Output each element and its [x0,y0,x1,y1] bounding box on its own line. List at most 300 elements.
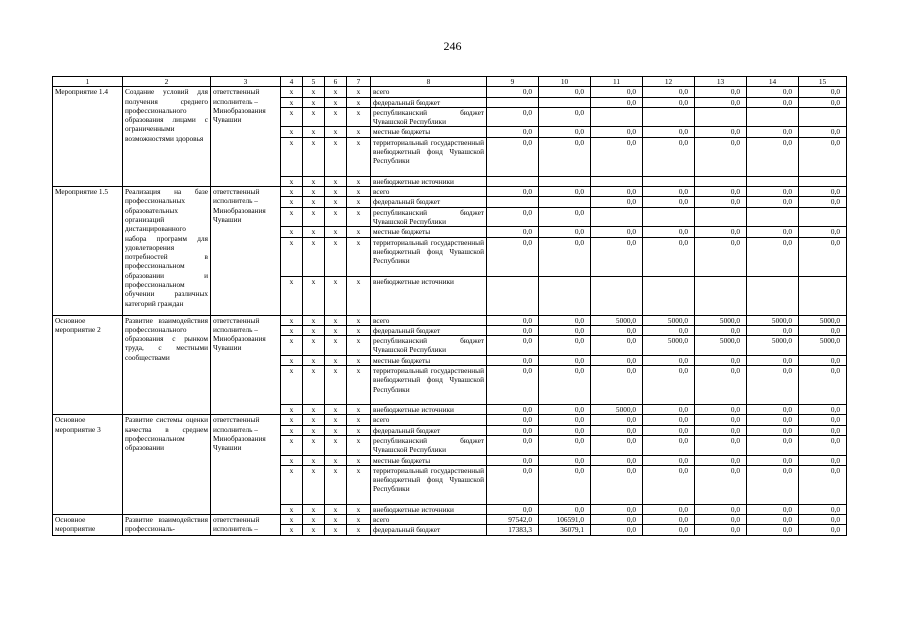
code-mark-cell: x [325,197,347,207]
code-mark-cell: x [347,176,371,186]
funding-source: внебюджетные источники [371,276,487,315]
measure-code: Основное мероприятие 2 [53,315,123,415]
value-cell-year-15: 0,0 [799,425,847,435]
code-mark-cell: x [303,127,325,137]
value-cell-year-13: 0,0 [695,465,747,504]
value-cell-year-14: 0,0 [747,187,799,197]
value-cell-year-13: 0,0 [695,405,747,415]
header-cell-4: 4 [281,77,303,87]
measure-code: Основное мероприятие 3 [53,415,123,515]
funding-source: территориальный государственный внебюджетный фонд Чувашской Республики [371,137,487,176]
value-cell-year-11: 0,0 [591,515,643,525]
code-mark-cell: x [303,227,325,237]
value-cell-year-14: 0,0 [747,97,799,107]
code-mark-cell: x [303,237,325,276]
funding-source: федеральный бюджет [371,97,487,107]
value-cell-year-9: 0,0 [487,435,539,455]
code-mark-cell: x [303,465,325,504]
code-mark-cell: x [281,227,303,237]
value-cell-year-10: 0,0 [539,425,591,435]
code-mark-cell: x [325,176,347,186]
value-cell-year-10: 0,0 [539,336,591,356]
value-cell-year-10: 0,0 [539,355,591,365]
table-row [53,315,847,325]
header-cell-11: 11 [591,77,643,87]
funding-source: всего [371,87,487,97]
value-cell-year-9: 0,0 [487,87,539,97]
value-cell-year-15 [799,176,847,186]
code-mark-cell: x [325,435,347,455]
code-mark-cell: x [347,107,371,127]
value-cell-year-15: 0,0 [799,366,847,405]
code-mark-cell: x [303,355,325,365]
value-cell-year-15: 0,0 [799,127,847,137]
value-cell-year-13: 0,0 [695,366,747,405]
value-cell-year-13: 5000,0 [695,315,747,325]
value-cell-year-10: 0,0 [539,504,591,514]
code-mark-cell: x [347,97,371,107]
measure-code: Мероприятие 1.4 [53,87,123,187]
value-cell-year-10: 0,0 [539,325,591,335]
code-mark-cell: x [347,355,371,365]
value-cell-year-12: 0,0 [643,227,695,237]
header-cell-15: 15 [799,77,847,87]
value-cell-year-12 [643,207,695,227]
measure-code: Мероприятие 1.5 [53,187,123,315]
funding-source: территориальный государственный внебюджетный фонд Чувашской Республики [371,465,487,504]
value-cell-year-13 [695,107,747,127]
value-cell-year-12: 0,0 [643,405,695,415]
value-cell-year-11: 0,0 [591,435,643,455]
value-cell-year-12: 0,0 [643,355,695,365]
code-mark-cell: x [347,315,371,325]
value-cell-year-9: 0,0 [487,127,539,137]
funding-source: внебюджетные источники [371,176,487,186]
header-cell-8: 8 [371,77,487,87]
value-cell-year-11: 0,0 [591,87,643,97]
code-mark-cell: x [281,207,303,227]
value-cell-year-13: 0,0 [695,187,747,197]
header-cell-9: 9 [487,77,539,87]
code-mark-cell: x [325,227,347,237]
value-cell-year-11: 0,0 [591,355,643,365]
value-cell-year-11: 0,0 [591,415,643,425]
value-cell-year-13: 5000,0 [695,336,747,356]
code-mark-cell: x [303,315,325,325]
code-mark-cell: x [303,107,325,127]
value-cell-year-15: 0,0 [799,97,847,107]
table-row [53,515,847,525]
value-cell-year-12: 0,0 [643,425,695,435]
header-cell-6: 6 [325,77,347,87]
value-cell-year-12: 0,0 [643,435,695,455]
header-cell-12: 12 [643,77,695,87]
code-mark-cell: x [303,207,325,227]
value-cell-year-11: 0,0 [591,137,643,176]
table-row [53,187,847,197]
value-cell-year-9: 0,0 [487,455,539,465]
value-cell-year-10: 0,0 [539,107,591,127]
value-cell-year-12: 0,0 [643,237,695,276]
value-cell-year-9 [487,276,539,315]
value-cell-year-10: 0,0 [539,127,591,137]
value-cell-year-14 [747,107,799,127]
funding-source: внебюджетные источники [371,405,487,415]
value-cell-year-15: 0,0 [799,504,847,514]
code-mark-cell: x [347,276,371,315]
funding-source: местные бюджеты [371,227,487,237]
code-mark-cell: x [325,405,347,415]
measure-name: Развитие системы оценки качества в среднем профессиональном образовании [123,415,211,515]
measure-code: Основное мероприятие [53,515,123,536]
value-cell-year-10: 0,0 [539,415,591,425]
code-mark-cell: x [325,87,347,97]
code-mark-cell: x [325,415,347,425]
measure-name: Реализация на базе профессиональных образовательных организаций дистанцированного набора программ для удовлетворения потребностей в профессиональном образовании и профессиональном обучении различных категорий граждан [123,187,211,315]
value-cell-year-9: 0,0 [487,465,539,504]
value-cell-year-9: 0,0 [487,227,539,237]
value-cell-year-9: 0,0 [487,336,539,356]
code-mark-cell: x [325,355,347,365]
value-cell-year-15: 0,0 [799,237,847,276]
value-cell-year-9: 0,0 [487,504,539,514]
value-cell-year-11: 0,0 [591,227,643,237]
value-cell-year-10: 0,0 [539,405,591,415]
code-mark-cell: x [303,197,325,207]
code-mark-cell: x [303,504,325,514]
code-mark-cell: x [303,366,325,405]
value-cell-year-10: 0,0 [539,237,591,276]
code-mark-cell: x [347,455,371,465]
header-cell-3: 3 [211,77,281,87]
value-cell-year-15: 0,0 [799,227,847,237]
value-cell-year-13: 0,0 [695,325,747,335]
value-cell-year-14: 0,0 [747,366,799,405]
code-mark-cell: x [303,525,325,535]
value-cell-year-11: 0,0 [591,336,643,356]
value-cell-year-10: 0,0 [539,207,591,227]
value-cell-year-12: 0,0 [643,525,695,535]
code-mark-cell: x [325,366,347,405]
value-cell-year-14: 0,0 [747,227,799,237]
code-mark-cell: x [281,455,303,465]
funding-source: республиканский бюджет Чувашской Республики [371,107,487,127]
value-cell-year-10: 0,0 [539,455,591,465]
value-cell-year-12: 0,0 [643,97,695,107]
code-mark-cell: x [325,515,347,525]
value-cell-year-13 [695,176,747,186]
value-cell-year-9 [487,176,539,186]
code-mark-cell: x [303,87,325,97]
responsible-executor: ответственный исполнитель – Минобразования Чувашии [211,315,281,415]
header-cell-5: 5 [303,77,325,87]
value-cell-year-13: 0,0 [695,504,747,514]
value-cell-year-13 [695,207,747,227]
code-mark-cell: x [281,197,303,207]
table-body [53,87,847,535]
value-cell-year-11: 0,0 [591,197,643,207]
value-cell-year-10: 0,0 [539,315,591,325]
value-cell-year-15: 0,0 [799,515,847,525]
code-mark-cell: x [347,227,371,237]
code-mark-cell: x [325,237,347,276]
code-mark-cell: x [281,415,303,425]
value-cell-year-9: 0,0 [487,325,539,335]
code-mark-cell: x [325,504,347,514]
code-mark-cell: x [347,87,371,97]
value-cell-year-9: 0,0 [487,187,539,197]
value-cell-year-9: 0,0 [487,107,539,127]
value-cell-year-14: 0,0 [747,415,799,425]
code-mark-cell: x [281,187,303,197]
value-cell-year-11: 0,0 [591,425,643,435]
responsible-executor: ответственный исполнитель – Минобразования Чувашии [211,415,281,515]
value-cell-year-14: 0,0 [747,465,799,504]
code-mark-cell: x [347,415,371,425]
value-cell-year-11: 0,0 [591,504,643,514]
value-cell-year-10: 0,0 [539,187,591,197]
code-mark-cell: x [281,127,303,137]
responsible-executor: ответственный исполнитель – Минобразования Чувашии [211,87,281,187]
value-cell-year-12: 5000,0 [643,315,695,325]
value-cell-year-10: 106591,0 [539,515,591,525]
value-cell-year-13: 0,0 [695,435,747,455]
value-cell-year-13: 0,0 [695,415,747,425]
code-mark-cell: x [281,405,303,415]
code-mark-cell: x [325,465,347,504]
code-mark-cell: x [281,276,303,315]
code-mark-cell: x [303,455,325,465]
value-cell-year-15: 0,0 [799,355,847,365]
value-cell-year-10 [539,97,591,107]
funding-source: местные бюджеты [371,455,487,465]
funding-source: всего [371,315,487,325]
funding-source: всего [371,187,487,197]
header-cell-13: 13 [695,77,747,87]
code-mark-cell: x [347,207,371,227]
funding-source: местные бюджеты [371,127,487,137]
value-cell-year-11 [591,176,643,186]
value-cell-year-14: 0,0 [747,504,799,514]
value-cell-year-11: 0,0 [591,237,643,276]
code-mark-cell: x [347,237,371,276]
value-cell-year-15: 0,0 [799,405,847,415]
value-cell-year-14: 0,0 [747,137,799,176]
value-cell-year-12: 0,0 [643,415,695,425]
value-cell-year-12: 0,0 [643,465,695,504]
value-cell-year-13: 0,0 [695,127,747,137]
code-mark-cell: x [347,187,371,197]
value-cell-year-15: 0,0 [799,197,847,207]
value-cell-year-9: 0,0 [487,237,539,276]
value-cell-year-9: 0,0 [487,415,539,425]
funding-source: местные бюджеты [371,355,487,365]
table-row [53,415,847,425]
value-cell-year-10: 0,0 [539,435,591,455]
value-cell-year-13: 0,0 [695,237,747,276]
value-cell-year-14: 5000,0 [747,315,799,325]
value-cell-year-15 [799,276,847,315]
funding-source: федеральный бюджет [371,425,487,435]
code-mark-cell: x [347,504,371,514]
value-cell-year-9: 17383,3 [487,525,539,535]
value-cell-year-13: 0,0 [695,97,747,107]
value-cell-year-9 [487,197,539,207]
value-cell-year-11: 0,0 [591,455,643,465]
code-mark-cell: x [281,137,303,176]
value-cell-year-14: 0,0 [747,405,799,415]
code-mark-cell: x [303,405,325,415]
value-cell-year-12 [643,176,695,186]
table-header [53,77,847,87]
code-mark-cell: x [281,425,303,435]
value-cell-year-13: 0,0 [695,87,747,97]
value-cell-year-10: 0,0 [539,366,591,405]
code-mark-cell: x [325,425,347,435]
code-mark-cell: x [303,187,325,197]
value-cell-year-10: 0,0 [539,227,591,237]
value-cell-year-11 [591,207,643,227]
code-mark-cell: x [325,276,347,315]
code-mark-cell: x [303,336,325,356]
value-cell-year-11: 0,0 [591,187,643,197]
value-cell-year-15 [799,207,847,227]
value-cell-year-9: 0,0 [487,137,539,176]
value-cell-year-9: 0,0 [487,425,539,435]
code-mark-cell: x [325,525,347,535]
code-mark-cell: x [281,176,303,186]
code-mark-cell: x [281,315,303,325]
value-cell-year-14: 0,0 [747,425,799,435]
code-mark-cell: x [281,336,303,356]
code-mark-cell: x [281,107,303,127]
code-mark-cell: x [281,325,303,335]
value-cell-year-12: 0,0 [643,87,695,97]
code-mark-cell: x [325,137,347,176]
value-cell-year-11: 0,0 [591,127,643,137]
value-cell-year-15: 0,0 [799,415,847,425]
value-cell-year-9: 0,0 [487,405,539,415]
value-cell-year-10 [539,276,591,315]
value-cell-year-14: 0,0 [747,515,799,525]
code-mark-cell: x [325,336,347,356]
code-mark-cell: x [325,455,347,465]
value-cell-year-12: 0,0 [643,137,695,176]
code-mark-cell: x [303,137,325,176]
value-cell-year-15: 5000,0 [799,336,847,356]
value-cell-year-10: 0,0 [539,137,591,176]
value-cell-year-11: 0,0 [591,325,643,335]
code-mark-cell: x [325,127,347,137]
code-mark-cell: x [281,355,303,365]
funding-source: внебюджетные источники [371,504,487,514]
funding-source: всего [371,515,487,525]
code-mark-cell: x [303,97,325,107]
value-cell-year-13: 0,0 [695,455,747,465]
code-mark-cell: x [347,137,371,176]
code-mark-cell: x [303,325,325,335]
header-cell-10: 10 [539,77,591,87]
value-cell-year-15: 5000,0 [799,315,847,325]
code-mark-cell: x [347,366,371,405]
code-mark-cell: x [347,525,371,535]
value-cell-year-11: 0,0 [591,366,643,405]
code-mark-cell: x [281,237,303,276]
value-cell-year-14: 0,0 [747,435,799,455]
code-mark-cell: x [281,525,303,535]
value-cell-year-10: 36079,1 [539,525,591,535]
funding-source: территориальный государственный внебюджетный фонд Чувашской Республики [371,366,487,405]
value-cell-year-10: 0,0 [539,465,591,504]
value-cell-year-15: 0,0 [799,435,847,455]
value-cell-year-15: 0,0 [799,87,847,97]
value-cell-year-14: 0,0 [747,525,799,535]
value-cell-year-11 [591,107,643,127]
code-mark-cell: x [347,425,371,435]
code-mark-cell: x [347,435,371,455]
measure-name: Создание условий для получения среднего профессионального образования лицами с ограниченными возможностями здоровья [123,87,211,187]
value-cell-year-12: 0,0 [643,127,695,137]
value-cell-year-11 [591,276,643,315]
value-cell-year-12: 0,0 [643,455,695,465]
value-cell-year-14: 0,0 [747,197,799,207]
value-cell-year-14 [747,276,799,315]
header-cell-7: 7 [347,77,371,87]
code-mark-cell: x [325,107,347,127]
value-cell-year-15: 0,0 [799,137,847,176]
code-mark-cell: x [347,515,371,525]
value-cell-year-9: 0,0 [487,207,539,227]
value-cell-year-9: 0,0 [487,315,539,325]
funding-source: федеральный бюджет [371,525,487,535]
value-cell-year-11: 5000,0 [591,405,643,415]
funding-source: республиканский бюджет Чувашской Республики [371,435,487,455]
code-mark-cell: x [281,366,303,405]
measure-name: Развитие взаимодействия профессионального образования с рынком труда, с местными сообществами [123,315,211,415]
code-mark-cell: x [281,465,303,504]
header-cell-14: 14 [747,77,799,87]
code-mark-cell: x [281,87,303,97]
value-cell-year-10 [539,197,591,207]
table-row [53,87,847,97]
value-cell-year-12: 0,0 [643,504,695,514]
value-cell-year-9: 0,0 [487,366,539,405]
code-mark-cell: x [325,187,347,197]
value-cell-year-11: 0,0 [591,525,643,535]
value-cell-year-10 [539,176,591,186]
value-cell-year-11: 0,0 [591,465,643,504]
value-cell-year-14 [747,207,799,227]
value-cell-year-13: 0,0 [695,197,747,207]
value-cell-year-13 [695,276,747,315]
value-cell-year-15 [799,107,847,127]
value-cell-year-15: 0,0 [799,455,847,465]
value-cell-year-14: 0,0 [747,325,799,335]
code-mark-cell: x [347,197,371,207]
funding-source: республиканский бюджет Чувашской Республики [371,336,487,356]
funding-source: федеральный бюджет [371,197,487,207]
value-cell-year-12: 0,0 [643,515,695,525]
funding-source: федеральный бюджет [371,325,487,335]
value-cell-year-12 [643,276,695,315]
value-cell-year-14: 5000,0 [747,336,799,356]
value-cell-year-13: 0,0 [695,227,747,237]
program-financing-table [52,76,847,536]
code-mark-cell: x [347,465,371,504]
code-mark-cell: x [347,405,371,415]
funding-source: республиканский бюджет Чувашской Республики [371,207,487,227]
value-cell-year-13: 0,0 [695,515,747,525]
